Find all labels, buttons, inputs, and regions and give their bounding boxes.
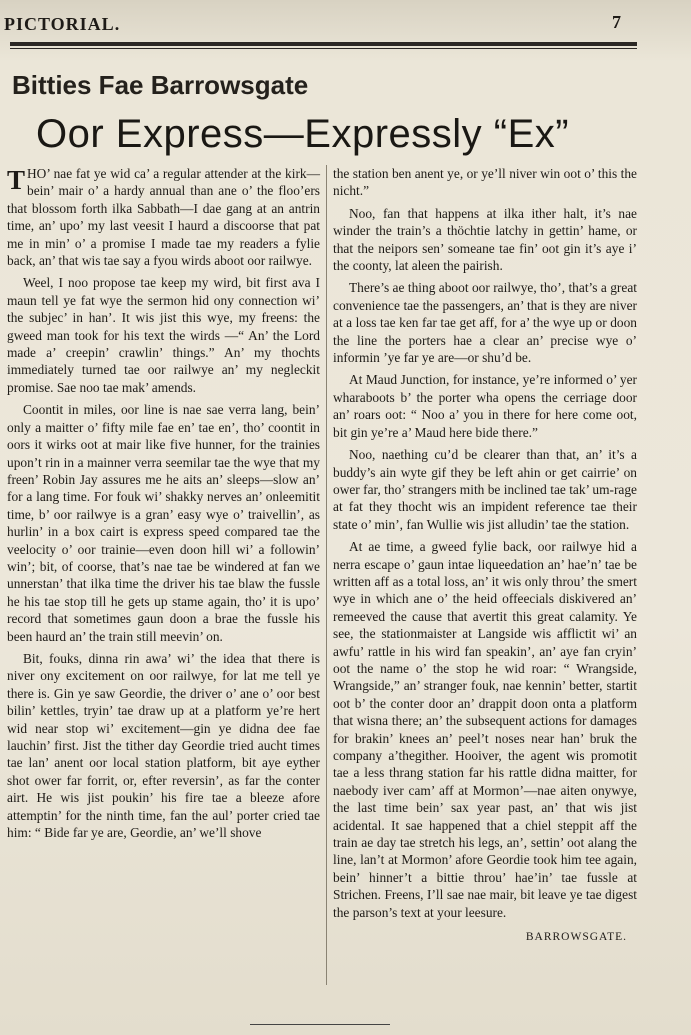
paragraph: Coontit in miles, oor line is nae sae verra lang, bein’ only a maitter o’ fifty mile fae en’ tae en’, tho’ coontit in oors it wirks oot at mair like five hunner, for the trainies upon’t rin in a mainner verra seemilar tae the wye that my freen’ Robin Jay assures me he aits an’ sleeps—slow an’ for a lang time. For fouk wi’ shakky nerves an’ onleemitit time, b’ oor railwye is a gran’ easy wye o’ traivellin’, as hurlin’ in a box cairt is express speed compared tae the veelocity o’ oor trainie—even doon hill wi’ a followin’ win’; bit, of coorse, that’s nae tae be windered at fan we unnerstan’ that ilka time the driver his tae blaw the fussle he his tae stop till he gets up stame again, tho’ it is upo’ record that sometimes gaun doon a brae the fussle his been haurd an’ the train still meevin’ on.	[7, 402, 320, 644]
paragraph: Weel, I noo propose tae keep my wird, bit first ava I maun tell ye fat wye the sermon hid ony connection wi’ the subjec’ in han’. It wis jist this wye, my freens: the gweed man took for his text the wirds —“ An’ the Lord made a’ creepin’ crawlin’ things.” An’ my thochts immediately turned tae oor railwye an’ my negleckit promise. Sae noo tae mak’ amends.	[7, 275, 320, 395]
paragraph	[7, 165, 320, 269]
paragraph: Bit, fouks, dinna rin awa’ wi’ the idea that there is niver ony excitement on oor railwye, for lat me tell ye there is. Gin ye saw Geordie, the driver o’ ane o’ oor best bilin’ kettles, tryin’ tae draw up at a platform ye’re hert wid near stop wi’ excitement—gin ye didna dee fae lauchin’ first. Jist the tither day Geordie tried aucht times tae lan’ anent oor local station platform, bit aye eyther shot ower far forrit, or, efter reversin’, as far the conter airt. He wis jist poukin’ his fire tae a bleeze afore attemptin’ for the ninth time, fan the aul’ porter cried tae him: “ Bide far ye are, Geordie, an’ we’ll shove	[7, 650, 320, 841]
article-headline: Oor Express—Expressly “Ex”	[36, 112, 570, 156]
left-column	[7, 165, 320, 846]
page-number: 7	[612, 12, 621, 32]
publication-name: PICTORIAL.	[4, 14, 121, 34]
drop-cap: T	[7, 165, 26, 195]
right-column	[333, 165, 637, 946]
paragraph: At ae time, a gweed fylie back, oor railwye hid a nerra escape o’ gaun intae liqueedation an’ hae’n’ tae be written aff as a total loss, an’ it wis only throu’ the smert wye in which ane o’ the heid offeecials diskivered an’ remeeved the cause that avertit this great calamity. Ye see, the stationmaister at Langside wis afflictit wi’ an awfu’ rattle in his wird fan speakin’, an’ aye fan cryin’ oot the name o’ the stop he wid roar: “ Wrangside, Wrangside,” an’ stranger fouk, nae kennin’ better, startit oot b’ the conter door an’ drappit doon onta a platform that wisna there; an’ the subsequent actions for damages for brakin’ knees an’ peel’t noses near han’ bruk the company a’thegither. Hooiver, the agent wis promotit tae a less thrang station far his rattle didna maitter, for naebody iver cam’ aff at Mormon’—nae aiten onywye, the last time bein’ sax year past, an’ that wis jist acidental. It sae happened that a chiel steppit aff the train ae day tae stretch his legs, an’, settin’ oot alang the line, lan’t at Mormon’ afore Geordie took him tee again, bein’ hinner’t a bittie throu’ hae’in’ tae fussle at Strichen. Freens, I’ll sae nae mair, bit leave ye tae digest the parson’s text at your leesure.	[333, 539, 637, 920]
footer-rule	[250, 1024, 390, 1025]
masthead	[0, 10, 691, 42]
paragraph: Noo, fan that happens at ilka ither halt, it’s nae winder the train’s a thöchtie latchy in gettin’ hame, or that the neipors sen’ someane tae fin’ oot gin it’s aye i’ the coonty, lat aleen the pairish.	[333, 205, 637, 274]
column-divider	[326, 165, 327, 985]
byline: BARROWSGATE.	[525, 931, 627, 944]
paragraph: Noo, naething cu’d be clearer than that, an’ it’s a buddy’s ain wyte gif they be left ahin or get cairrie’ on ower far, tho’ strangers mith be inclined tae tak’ um-rage at fat they thocht wis an impident reference tae their state o’ min’, fan Wullie wis jist alludin’ tae the station.	[333, 447, 637, 532]
header-rule-thin	[10, 48, 637, 49]
paragraph: the station ben anent ye, or ye’ll niver win oot o’ this the nicht.”	[333, 166, 637, 199]
article-kicker: Bitties Fae Barrowsgate	[12, 70, 309, 100]
paragraph-text: HO’ nae fat ye wid ca’ a regular attender at the kirk—bein’ mair o’ a hardy annual than ane o’ the floo’ers that blossom forth ilka Sabbath—I dae gang at an antrin time, an’ upo’ my last veesit I haurd a discoorse that pat me in min’ o’ a promise I made tae my readers a fylie back, an’ that wis tae say a fyou wirds aboot oor railwye.	[7, 166, 320, 269]
paragraph: There’s ae thing aboot oor railwye, tho’, that’s a great convenience tae the passengers, an’ that is they are niver at a loss tae ken far tae get aff, for a’ the wye up or doon the line the porters hae a clear an’ precise wye o’ informin ’ye far ye are—or shu’d be.	[333, 280, 637, 366]
header-rule-thick	[10, 42, 637, 46]
paragraph: At Maud Junction, for instance, ye’re informed o’ yer wharaboots b’ the porter wha opens the cerriage door an’ roars oot: “ Noo a’ you in there for here come oot, bit gin ye’re a’ Maud here bide there.”	[333, 372, 637, 440]
